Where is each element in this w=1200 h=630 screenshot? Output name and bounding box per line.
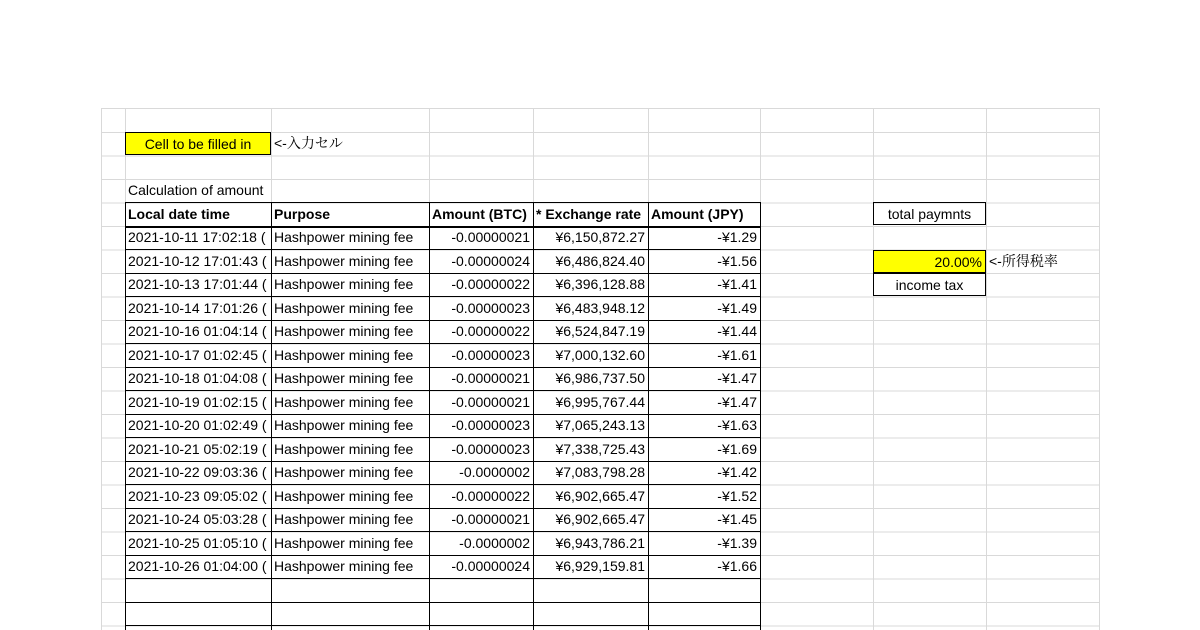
purpose-cell[interactable]: Hashpower mining fee	[274, 535, 414, 551]
amount-jpy-cell[interactable]: -¥1.47	[717, 394, 757, 410]
purpose-cell[interactable]: Hashpower mining fee	[274, 394, 414, 410]
date-time-cell[interactable]: 2021-10-18 01:04:08 (	[128, 370, 267, 386]
date-time-cell[interactable]: 2021-10-16 01:04:14 (	[128, 323, 267, 339]
purpose-cell[interactable]: Hashpower mining fee	[274, 417, 414, 433]
date-time-cell[interactable]: 2021-10-11 17:02:18 (	[128, 229, 266, 245]
amount-btc-cell[interactable]: -0.00000024	[451, 558, 530, 574]
exchange-rate-cell[interactable]: ¥6,929,159.81	[555, 558, 645, 574]
amount-btc-cell[interactable]: -0.00000022	[451, 323, 530, 339]
table-border-line	[125, 202, 126, 630]
table-border-line	[125, 461, 760, 462]
table-border-line	[125, 555, 760, 556]
amount-jpy-cell[interactable]: -¥1.44	[717, 323, 757, 339]
amount-btc-cell[interactable]: -0.00000023	[451, 417, 530, 433]
table-border-line	[125, 390, 760, 391]
amount-btc-cell[interactable]: -0.0000002	[459, 464, 530, 480]
purpose-cell[interactable]: Hashpower mining fee	[274, 511, 414, 527]
amount-btc-cell[interactable]: -0.00000021	[451, 370, 530, 386]
header-date-time[interactable]: Local date time	[128, 206, 230, 222]
exchange-rate-cell[interactable]: ¥6,150,872.27	[555, 229, 645, 245]
table-border-line	[648, 202, 649, 630]
date-time-cell[interactable]: 2021-10-12 17:01:43 (	[128, 253, 267, 269]
exchange-rate-cell[interactable]: ¥6,902,665.47	[555, 488, 645, 504]
purpose-cell[interactable]: Hashpower mining fee	[274, 464, 414, 480]
amount-btc-cell[interactable]: -0.00000023	[451, 441, 530, 457]
exchange-rate-cell[interactable]: ¥6,995,767.44	[555, 394, 645, 410]
purpose-cell[interactable]: Hashpower mining fee	[274, 323, 414, 339]
date-time-cell[interactable]: 2021-10-21 05:02:19 (	[128, 441, 267, 457]
date-time-cell[interactable]: 2021-10-24 05:03:28 (	[128, 511, 267, 527]
purpose-cell[interactable]: Hashpower mining fee	[274, 558, 414, 574]
table-border-line	[125, 484, 760, 485]
table-border-line	[760, 202, 761, 630]
header-exchange-rate[interactable]: * Exchange rate	[536, 206, 642, 222]
purpose-cell[interactable]: Hashpower mining fee	[274, 441, 414, 457]
exchange-rate-cell[interactable]: ¥7,065,243.13	[555, 417, 645, 433]
table-border-line	[271, 202, 272, 630]
purpose-cell[interactable]: Hashpower mining fee	[274, 276, 414, 292]
table-border-line	[125, 202, 760, 203]
date-time-cell[interactable]: 2021-10-22 09:03:36 (	[128, 464, 267, 480]
amount-jpy-cell[interactable]: -¥1.45	[717, 511, 757, 527]
table-border-line	[125, 202, 760, 203]
amount-jpy-cell[interactable]: -¥1.61	[717, 347, 757, 363]
tax-rate-note: <-所得税率	[989, 253, 1058, 269]
total-payments-label[interactable]: total paymnts	[873, 202, 986, 225]
exchange-rate-cell[interactable]: ¥7,000,132.60	[555, 347, 645, 363]
table-border-line	[125, 367, 760, 368]
amount-btc-cell[interactable]: -0.0000002	[459, 535, 530, 551]
table-border-line	[125, 273, 760, 274]
exchange-rate-cell[interactable]: ¥6,483,948.12	[555, 300, 645, 316]
amount-btc-cell[interactable]: -0.00000022	[451, 488, 530, 504]
purpose-cell[interactable]: Hashpower mining fee	[274, 300, 414, 316]
table-border-line	[125, 508, 760, 509]
table-border-line	[429, 202, 430, 630]
amount-btc-cell[interactable]: -0.00000021	[451, 394, 530, 410]
amount-jpy-cell[interactable]: -¥1.56	[717, 253, 757, 269]
exchange-rate-cell[interactable]: ¥7,338,725.43	[555, 441, 645, 457]
exchange-rate-cell[interactable]: ¥6,986,737.50	[555, 370, 645, 386]
date-time-cell[interactable]: 2021-10-20 01:02:49 (	[128, 417, 267, 433]
table-border-line	[125, 625, 760, 626]
purpose-cell[interactable]: Hashpower mining fee	[274, 370, 414, 386]
header-amount-btc[interactable]: Amount (BTC)	[432, 206, 527, 222]
input-cell-legend[interactable]: Cell to be filled in	[125, 132, 271, 155]
amount-jpy-cell[interactable]: -¥1.69	[717, 441, 757, 457]
income-tax-label[interactable]: income tax	[873, 273, 986, 296]
amount-jpy-cell[interactable]: -¥1.49	[717, 300, 757, 316]
table-border-line	[125, 414, 760, 415]
exchange-rate-cell[interactable]: ¥6,524,847.19	[555, 323, 645, 339]
date-time-cell[interactable]: 2021-10-26 01:04:00 (	[128, 558, 267, 574]
tax-rate-input[interactable]: 20.00%	[873, 250, 986, 273]
date-time-cell[interactable]: 2021-10-17 01:02:45 (	[128, 347, 267, 363]
amount-btc-cell[interactable]: -0.00000024	[451, 253, 530, 269]
date-time-cell[interactable]: 2021-10-14 17:01:26 (	[128, 300, 267, 316]
table-border-line	[125, 437, 760, 438]
table-border-line	[125, 343, 760, 344]
purpose-cell[interactable]: Hashpower mining fee	[274, 253, 414, 269]
amount-jpy-cell[interactable]: -¥1.42	[717, 464, 757, 480]
amount-btc-cell[interactable]: -0.00000021	[451, 511, 530, 527]
exchange-rate-cell[interactable]: ¥6,396,128.88	[555, 276, 645, 292]
exchange-rate-cell[interactable]: ¥7,083,798.28	[555, 464, 645, 480]
exchange-rate-cell[interactable]: ¥6,943,786.21	[555, 535, 645, 551]
header-amount-jpy[interactable]: Amount (JPY)	[651, 206, 744, 222]
exchange-rate-cell[interactable]: ¥6,902,665.47	[555, 511, 645, 527]
section-title: Calculation of amount	[128, 182, 264, 198]
table-border-line	[125, 602, 760, 603]
table-border-line	[125, 249, 760, 250]
amount-jpy-cell[interactable]: -¥1.52	[717, 488, 757, 504]
amount-jpy-cell[interactable]: -¥1.29	[717, 229, 757, 245]
amount-jpy-cell[interactable]: -¥1.41	[717, 276, 757, 292]
purpose-cell[interactable]: Hashpower mining fee	[274, 229, 414, 245]
amount-btc-cell[interactable]: -0.00000022	[451, 276, 530, 292]
table-border-line	[533, 202, 534, 630]
input-cell-note: <-入力セル	[274, 135, 343, 151]
table-border-line	[125, 531, 760, 532]
table-border-line	[125, 320, 760, 321]
purpose-cell[interactable]: Hashpower mining fee	[274, 488, 414, 504]
date-time-cell[interactable]: 2021-10-13 17:01:44 (	[128, 276, 267, 292]
date-time-cell[interactable]: 2021-10-19 01:02:15 (	[128, 394, 267, 410]
table-border-line	[125, 226, 760, 228]
table-border-line	[125, 578, 760, 579]
date-time-cell[interactable]: 2021-10-23 09:05:02 (	[128, 488, 267, 504]
table-border-line	[125, 296, 760, 297]
date-time-cell[interactable]: 2021-10-25 01:05:10 (	[128, 535, 267, 551]
purpose-cell[interactable]: Hashpower mining fee	[274, 347, 414, 363]
amount-jpy-cell[interactable]: -¥1.63	[717, 417, 757, 433]
amount-btc-cell[interactable]: -0.00000023	[451, 347, 530, 363]
amount-jpy-cell[interactable]: -¥1.66	[717, 558, 757, 574]
amount-btc-cell[interactable]: -0.00000023	[451, 300, 530, 316]
exchange-rate-cell[interactable]: ¥6,486,824.40	[555, 253, 645, 269]
amount-jpy-cell[interactable]: -¥1.39	[717, 535, 757, 551]
header-purpose[interactable]: Purpose	[274, 206, 331, 222]
amount-jpy-cell[interactable]: -¥1.47	[717, 370, 757, 386]
amount-btc-cell[interactable]: -0.00000021	[451, 229, 530, 245]
